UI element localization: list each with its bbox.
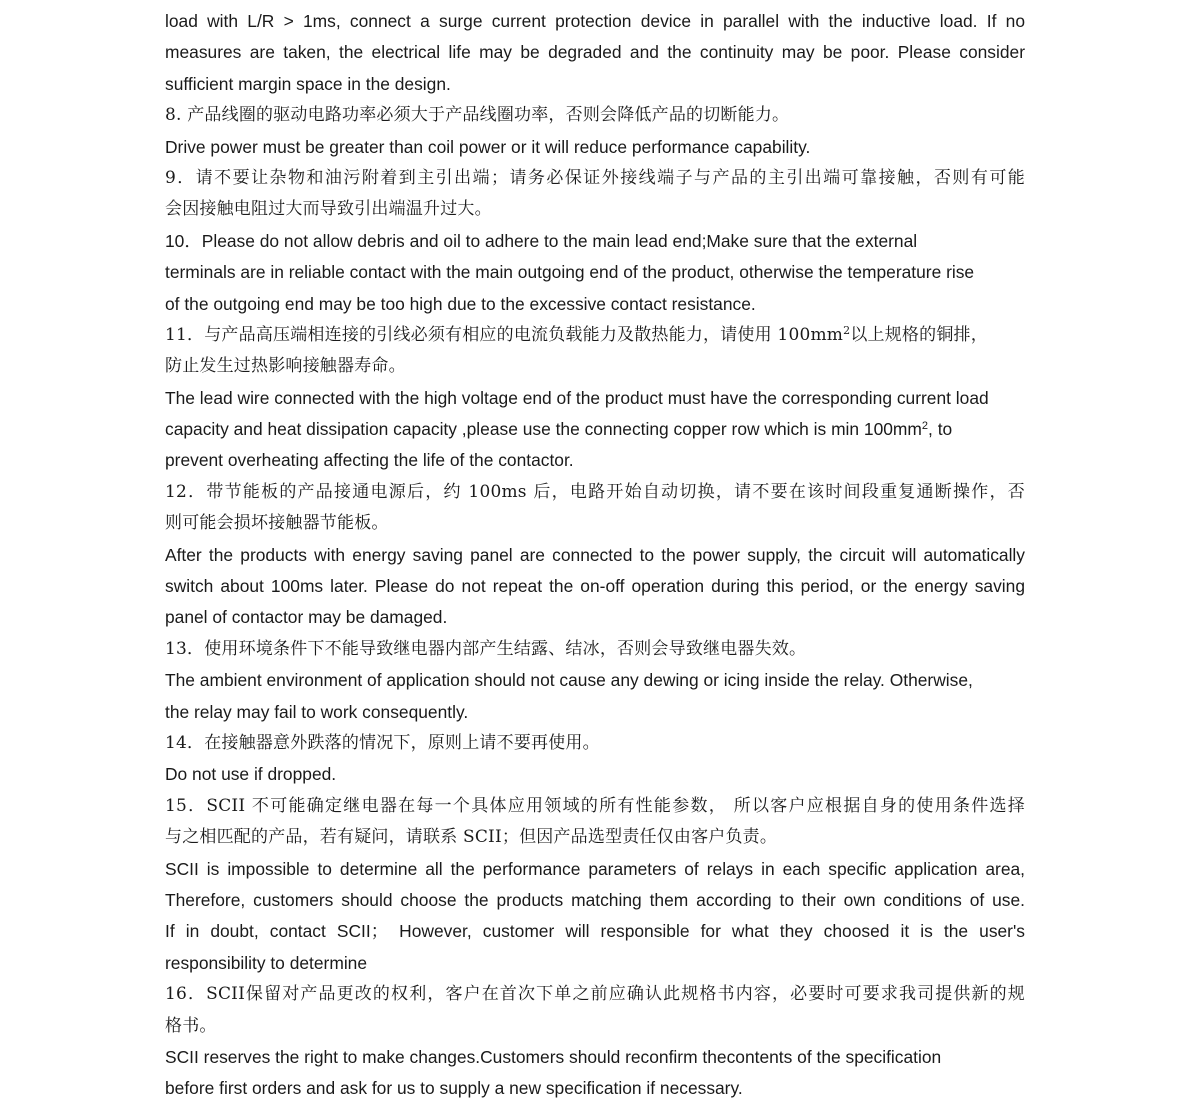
text-line: of the outgoing end may be too high due to the excessive contact resistance. (165, 293, 756, 314)
text-line: SCII is impossible to determine all the performance parameters of relays in each specific application area, (165, 858, 1025, 879)
text-line: prevent overheating affecting the life of the contactor. (165, 450, 574, 471)
text-line: 14．在接触器意外跌落的情况下，原则上请不要再使用。 (165, 732, 600, 753)
text-line: 则可能会损坏接触器节能板。 (165, 513, 389, 534)
text-line: The lead wire connected with the high voltage end of the product must have the corresponding current load (165, 387, 989, 408)
text-line (165, 414, 1025, 445)
text-line: Drive power must be greater than coil power or it will reduce performance capability. (165, 136, 811, 157)
text-segment: 以上规格的铜排， (850, 324, 988, 345)
superscript: 2 (843, 323, 851, 337)
text-line: measures are taken, the electrical life may be degraded and the continuity may be poor. Please consider (165, 42, 1025, 63)
text-line: 8. 产品线圈的驱动电路功率必须大于产品线圈功率，否则会降低产品的切断能力。 (165, 105, 790, 126)
text-line: If in doubt, contact SCII； However, customer will responsible for what they choosed it is the user's (165, 921, 1025, 942)
text-line: responsibility to determine (165, 952, 368, 973)
text-line: 12．带节能板的产品接通电源后，约 100ms 后，电路开始自动切换，请不要在该时间段重复通断操作，否 (165, 481, 1025, 502)
text-segment: 11．与产品高压端相连接的引线必须有相应的电流负载能力及散热能力，请使用 100mm (165, 324, 844, 345)
text-line: 防止发生过热影响接触器寿命。 (165, 356, 406, 377)
text-line: 格书。 (165, 1015, 217, 1036)
text-line: Do not use if dropped. (165, 764, 337, 785)
text-segment: , to (928, 419, 953, 440)
text-line: 13．使用环境条件下不能导致继电器内部产生结露、结冰，否则会导致继电器失效。 (165, 638, 807, 659)
text-line: The ambient environment of application should not cause any dewing or icing inside the relay. Otherwise, (165, 670, 973, 691)
text-line: 16．SCII保留对产品更改的权利，客户在首次下单之前应确认此规格书内容，必要时可要求我司提供新的规 (165, 984, 1025, 1005)
text-line: panel of contactor may be damaged. (165, 607, 448, 628)
text-line: 15．SCII 不可能确定继电器在每一个具体应用领域的所有性能参数， 所以客户应根据自身的使用条件选择 (165, 795, 1025, 816)
text-line: 9．请不要让杂物和油污附着到主引出端；请务必保证外接线端子与产品的主引出端可靠接触，否则有可能 (165, 167, 1025, 188)
text-line: SCII reserves the right to make changes.Customers should reconfirm thecontents of the specification (165, 1046, 942, 1067)
text-line: 会因接触电阻过大而导致引出端温升过大。 (165, 199, 492, 220)
text-line: before first orders and ask for us to supply a new specification if necessary. (165, 1078, 743, 1099)
text-line: the relay may fail to work consequently. (165, 701, 469, 722)
text-line: After the products with energy saving panel are connected to the power supply, the circuit will automatically (165, 544, 1025, 565)
text-line: 与之相匹配的产品，若有疑问，请联系 SCII；但因产品选型责任仅由客户负责。 (165, 827, 778, 848)
specification-notes-page (165, 6, 1025, 1105)
superscript: 2 (921, 420, 929, 433)
text-line: load with L/R > 1ms, connect a surge current protection device in parallel with the inductive load. If no (165, 11, 1025, 31)
text-line: terminals are in reliable contact with the main outgoing end of the product, otherwise the temperature rise (165, 262, 975, 283)
text-line: 10．Please do not allow debris and oil to adhere to the main lead end;Make sure that the external (165, 230, 918, 251)
text-line: sufficient margin space in the design. (165, 73, 451, 94)
text-line: Therefore, customers should choose the products matching them according to their own conditions of use. (165, 889, 1025, 910)
text-line: switch about 100ms later. Please do not repeat the on-off operation during this period, or the energy saving (165, 576, 1025, 597)
text-line (165, 320, 1025, 351)
text-segment: capacity and heat dissipation capacity ,please use the connecting copper row which is min 100mm (165, 419, 922, 440)
